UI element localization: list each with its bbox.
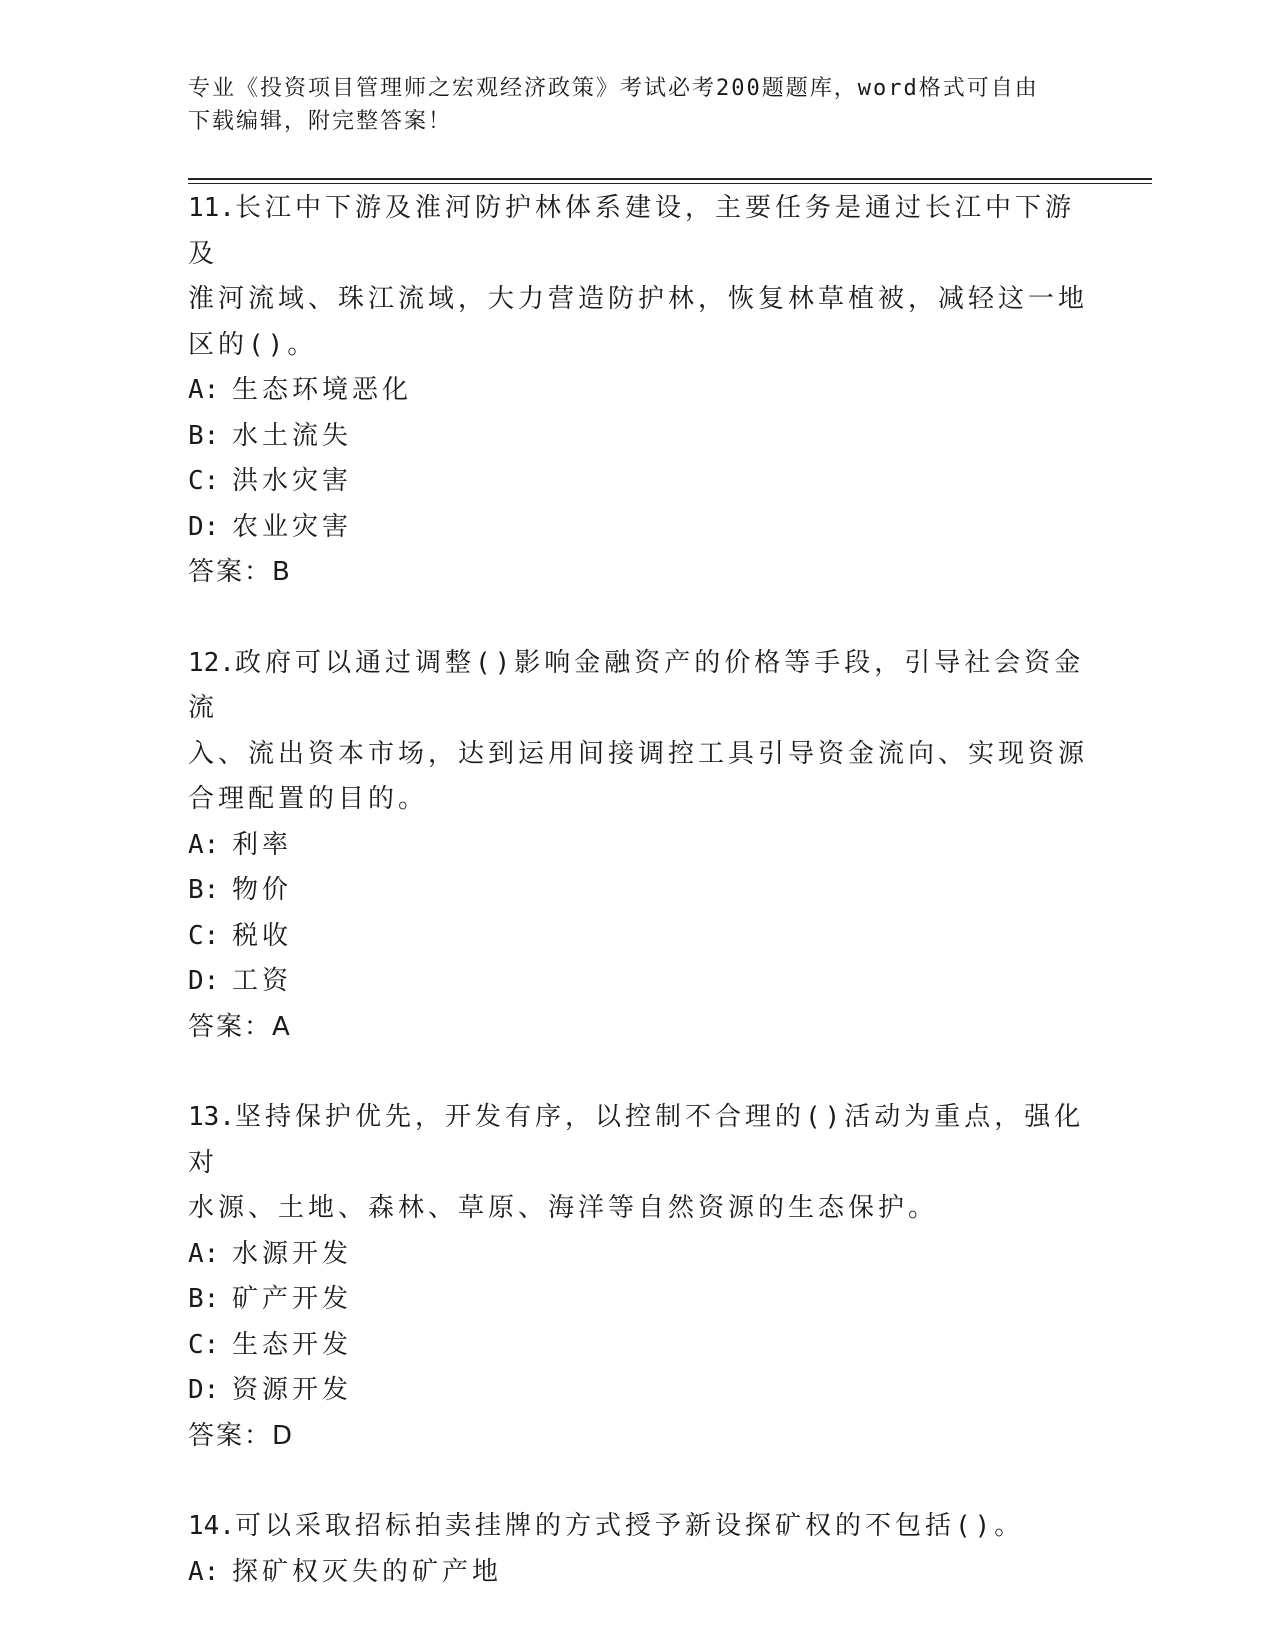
question-14 (188, 1504, 1088, 1595)
option-d (188, 505, 1088, 551)
option-d (188, 1368, 1088, 1414)
option-c (188, 459, 1088, 505)
question-line: 14.可以采取招标拍卖挂牌的方式授予新设探矿权的不包括()。 (188, 1511, 1025, 1541)
question-number: 13. (188, 1102, 235, 1132)
option-text: 探矿权灭失的矿产地 (232, 1556, 503, 1587)
header-divider-thick (188, 178, 1152, 180)
document-header (188, 72, 1068, 138)
question-text (188, 1504, 1088, 1550)
question-13 (188, 1095, 1088, 1459)
option-a (188, 1232, 1088, 1278)
option-b (188, 414, 1088, 460)
option-key: A: (188, 829, 220, 860)
option-c (188, 914, 1088, 960)
option-text: 矿产开发 (232, 1284, 353, 1314)
question-line: 12.政府可以通过调整()影响金融资产的价格等手段，引导社会资金流 (188, 647, 1085, 723)
question-number: 12. (188, 647, 235, 678)
header-divider-thin (188, 183, 1152, 184)
question-line: 淮河流域、珠江流域，大力营造防护林，恢复林草植被，减轻这一地 (188, 284, 1089, 314)
question-11 (188, 186, 1088, 596)
option-key: C: (188, 920, 220, 951)
option-text: 物价 (232, 875, 293, 905)
question-number: 14. (188, 1511, 235, 1541)
option-text: 利率 (232, 829, 293, 860)
question-line: 入、流出资本市场，达到运用间接调控工具引导资金流向、实现资源 (188, 738, 1089, 769)
option-text: 水土流失 (232, 420, 353, 451)
question-line: 13.坚持保护优先，开发有序，以控制不合理的()活动为重点，强化对 (188, 1102, 1085, 1178)
option-d (188, 959, 1088, 1005)
answer-line: 答案：B (188, 557, 292, 587)
option-key: B: (188, 1284, 220, 1314)
answer-line: 答案：A (188, 1011, 292, 1042)
option-text: 生态开发 (232, 1329, 353, 1360)
question-text (188, 1095, 1088, 1232)
option-key: C: (188, 1329, 220, 1360)
option-c (188, 1323, 1088, 1369)
option-key: A: (188, 375, 220, 405)
option-text: 洪水灾害 (232, 466, 353, 496)
option-text: 生态环境恶化 (232, 375, 413, 405)
question-number: 11. (188, 193, 235, 223)
option-key: D: (188, 1375, 220, 1405)
option-key: C: (188, 466, 220, 496)
question-text (188, 641, 1088, 823)
option-key: A: (188, 1556, 220, 1587)
option-key: B: (188, 420, 220, 451)
option-a (188, 368, 1088, 414)
question-line: 水源、土地、森林、草原、海洋等自然资源的生态保护。 (188, 1193, 939, 1223)
question-list (188, 186, 1088, 1640)
option-key: A: (188, 1238, 220, 1269)
option-b (188, 1277, 1088, 1323)
option-key: B: (188, 875, 220, 905)
header-line-1: 专业《投资项目管理师之宏观经济政策》考试必考200题题库，word格式可自由 (188, 76, 1039, 101)
question-line: 11.长江中下游及淮河防护林体系建设，主要任务是通过长江中下游及 (188, 193, 1075, 269)
option-b (188, 868, 1088, 914)
answer-line: 答案：D (188, 1420, 295, 1451)
question-12 (188, 641, 1088, 1051)
option-a (188, 1550, 1088, 1596)
option-text: 工资 (232, 966, 293, 996)
option-text: 农业灾害 (232, 511, 353, 542)
header-line-2: 下载编辑，附完整答案！ (188, 109, 453, 134)
question-text (188, 186, 1088, 368)
question-line: 区的()。 (188, 329, 318, 360)
option-key: D: (188, 966, 220, 996)
question-line: 合理配置的目的。 (188, 784, 429, 814)
option-text: 税收 (232, 920, 293, 951)
option-text: 资源开发 (232, 1375, 353, 1405)
option-text: 水源开发 (232, 1238, 353, 1269)
option-key: D: (188, 511, 220, 542)
option-a (188, 823, 1088, 869)
